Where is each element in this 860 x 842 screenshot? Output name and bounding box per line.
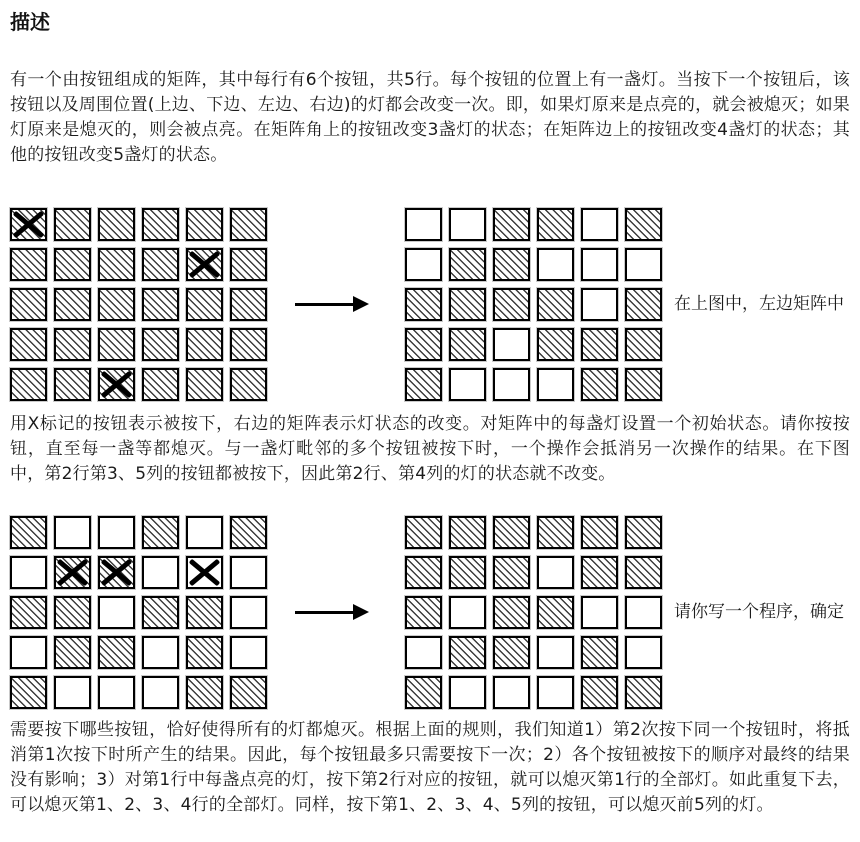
lamp-on-cell xyxy=(493,636,530,669)
figure-2-left-matrix xyxy=(10,516,267,709)
pressed-button-cell xyxy=(54,556,91,589)
figure-1-caption: 在上图中，左边矩阵中 xyxy=(674,293,844,314)
lamp-on-cell xyxy=(98,636,135,669)
lamp-off-cell xyxy=(537,636,574,669)
lamp-on-cell xyxy=(10,516,47,549)
lamp-off-cell xyxy=(449,368,486,401)
lamp-off-cell xyxy=(142,556,179,589)
lamp-on-cell xyxy=(405,596,442,629)
lamp-on-cell xyxy=(493,288,530,321)
lamp-on-cell xyxy=(537,208,574,241)
lamp-on-cell xyxy=(142,328,179,361)
lamp-on-cell xyxy=(581,676,618,709)
lamp-off-cell xyxy=(405,248,442,281)
lamp-off-cell xyxy=(581,596,618,629)
lamp-on-cell xyxy=(54,208,91,241)
lamp-on-cell xyxy=(142,516,179,549)
lamp-on-cell xyxy=(449,516,486,549)
lamp-off-cell xyxy=(449,596,486,629)
lamp-on-cell xyxy=(537,516,574,549)
arrow-head xyxy=(353,604,369,620)
lamp-on-cell xyxy=(230,208,267,241)
lamp-on-cell xyxy=(142,596,179,629)
lamp-on-cell xyxy=(625,328,662,361)
lamp-off-cell xyxy=(98,676,135,709)
lamp-on-cell xyxy=(493,516,530,549)
pressed-x-icon xyxy=(12,210,45,239)
lamp-on-cell xyxy=(537,596,574,629)
figure-1-right-matrix xyxy=(405,208,662,401)
lamp-on-cell xyxy=(449,636,486,669)
lamp-on-cell xyxy=(449,288,486,321)
arrow-right-icon xyxy=(295,604,369,620)
lamp-on-cell xyxy=(54,248,91,281)
lamp-on-cell xyxy=(405,288,442,321)
paragraph-intro: 有一个由按钮组成的矩阵，其中每行有6个按钮，共5行。每个按钮的位置上有一盏灯。当按下一个按钮后，该按钮以及周围位置(上边、下边、左边、右边)的灯都会改变一次。即，如果灯原来是点亮的，就会被熄灭；如果灯原来是熄灭的，则会被点亮。在矩阵角上的按钮改变3盏灯的状态；在矩阵边上的按钮改变4盏灯的状态；其他的按钮改变5盏灯的状态。 xyxy=(10,70,850,165)
lamp-on-cell xyxy=(537,288,574,321)
pressed-x-icon xyxy=(56,558,89,587)
lamp-on-cell xyxy=(230,288,267,321)
lamp-on-cell xyxy=(493,596,530,629)
lamp-off-cell xyxy=(449,676,486,709)
lamp-on-cell xyxy=(98,248,135,281)
arrow-right-icon xyxy=(295,296,369,312)
lamp-off-cell xyxy=(186,516,223,549)
pressed-x-icon xyxy=(100,558,133,587)
paragraph-example: 用X标记的按钮表示被按下，右边的矩阵表示灯状态的改变。对矩阵中的每盏灯设置一个初始状态。请你按按钮，直至每一盏等都熄灭。与一盏灯毗邻的多个按钮被按下时，一个操作会抵消另一次操作的结果。在下图中，第2行第3、5列的按钮都被按下，因此第2行、第4列的灯的状态就不改变。 xyxy=(10,414,850,484)
figure-1 xyxy=(10,207,850,401)
lamp-on-cell xyxy=(186,328,223,361)
pressed-x-icon xyxy=(188,558,221,587)
lamp-on-cell xyxy=(54,368,91,401)
pressed-x-icon xyxy=(188,250,221,279)
paragraph-rules: 需要按下哪些按钮，恰好使得所有的灯都熄灭。根据上面的规则，我们知道1）第2次按下同一个按钮时，将抵消第1次按下时所产生的结果。因此，每个按钮最多只需要按下一次；2）各个按钮被按下的顺序对最终的结果没有影响；3）对第1行中每盏点亮的灯，按下第2行对应的按钮，就可以熄灭第1行的全部灯。如此重复下去，可以熄灭第1、2、3、4行的全部灯。同样，按下第1、2、3、4、5列的按钮，可以熄灭前5列的灯。 xyxy=(10,720,850,815)
lamp-off-cell xyxy=(230,556,267,589)
lamp-on-cell xyxy=(98,328,135,361)
lamp-on-cell xyxy=(186,208,223,241)
lamp-on-cell xyxy=(98,208,135,241)
lamp-on-cell xyxy=(405,556,442,589)
lamp-on-cell xyxy=(625,676,662,709)
lamp-on-cell xyxy=(98,288,135,321)
lamp-on-cell xyxy=(186,368,223,401)
lamp-on-cell xyxy=(142,248,179,281)
arrow-head xyxy=(353,296,369,312)
pressed-button-cell xyxy=(10,208,47,241)
lamp-off-cell xyxy=(537,248,574,281)
lamp-on-cell xyxy=(405,328,442,361)
lamp-on-cell xyxy=(186,596,223,629)
section-heading: 描述 xyxy=(10,10,50,34)
pressed-button-cell xyxy=(98,556,135,589)
lamp-on-cell xyxy=(625,516,662,549)
lamp-off-cell xyxy=(98,516,135,549)
lamp-on-cell xyxy=(10,248,47,281)
pressed-button-cell xyxy=(186,556,223,589)
lamp-off-cell xyxy=(230,596,267,629)
lamp-off-cell xyxy=(581,248,618,281)
lamp-off-cell xyxy=(581,288,618,321)
lamp-on-cell xyxy=(186,288,223,321)
lamp-off-cell xyxy=(493,368,530,401)
pressed-button-cell xyxy=(98,368,135,401)
lamp-on-cell xyxy=(54,288,91,321)
lamp-on-cell xyxy=(581,328,618,361)
figure-2-caption: 请你写一个程序，确定 xyxy=(674,601,844,622)
lamp-on-cell xyxy=(405,516,442,549)
lamp-off-cell xyxy=(142,636,179,669)
lamp-off-cell xyxy=(405,208,442,241)
lamp-on-cell xyxy=(405,676,442,709)
lamp-on-cell xyxy=(493,208,530,241)
arrow-shaft xyxy=(295,303,353,306)
lamp-off-cell xyxy=(493,328,530,361)
lamp-on-cell xyxy=(625,288,662,321)
lamp-on-cell xyxy=(54,636,91,669)
lamp-on-cell xyxy=(10,596,47,629)
lamp-on-cell xyxy=(625,368,662,401)
lamp-off-cell xyxy=(537,676,574,709)
lamp-off-cell xyxy=(10,556,47,589)
lamp-on-cell xyxy=(449,556,486,589)
lamp-on-cell xyxy=(625,208,662,241)
lamp-off-cell xyxy=(230,636,267,669)
lamp-on-cell xyxy=(186,636,223,669)
lamp-off-cell xyxy=(54,516,91,549)
lamp-off-cell xyxy=(537,556,574,589)
lamp-off-cell xyxy=(142,676,179,709)
lamp-on-cell xyxy=(581,636,618,669)
lamp-on-cell xyxy=(230,368,267,401)
lamp-on-cell xyxy=(142,208,179,241)
lamp-off-cell xyxy=(493,676,530,709)
lamp-off-cell xyxy=(625,636,662,669)
lamp-on-cell xyxy=(230,676,267,709)
lamp-on-cell xyxy=(449,328,486,361)
lamp-off-cell xyxy=(625,248,662,281)
lamp-on-cell xyxy=(54,596,91,629)
lamp-on-cell xyxy=(10,368,47,401)
figure-2 xyxy=(10,515,850,709)
lamp-on-cell xyxy=(186,676,223,709)
lamp-on-cell xyxy=(493,556,530,589)
lamp-on-cell xyxy=(54,328,91,361)
lamp-off-cell xyxy=(10,636,47,669)
lamp-on-cell xyxy=(142,288,179,321)
lamp-on-cell xyxy=(230,516,267,549)
lamp-off-cell xyxy=(449,208,486,241)
arrow-shaft xyxy=(295,611,353,614)
lamp-on-cell xyxy=(230,328,267,361)
figure-1-left-matrix xyxy=(10,208,267,401)
lamp-on-cell xyxy=(142,368,179,401)
pressed-x-icon xyxy=(100,370,133,399)
lamp-off-cell xyxy=(54,676,91,709)
lamp-on-cell xyxy=(537,328,574,361)
lamp-on-cell xyxy=(230,248,267,281)
lamp-off-cell xyxy=(98,596,135,629)
lamp-on-cell xyxy=(405,368,442,401)
lamp-on-cell xyxy=(581,368,618,401)
lamp-off-cell xyxy=(625,596,662,629)
lamp-on-cell xyxy=(10,676,47,709)
lamp-off-cell xyxy=(405,636,442,669)
lamp-on-cell xyxy=(449,248,486,281)
lamp-on-cell xyxy=(581,516,618,549)
lamp-off-cell xyxy=(537,368,574,401)
lamp-on-cell xyxy=(581,556,618,589)
lamp-on-cell xyxy=(625,556,662,589)
lamp-on-cell xyxy=(493,248,530,281)
lamp-on-cell xyxy=(10,328,47,361)
figure-2-right-matrix xyxy=(405,516,662,709)
lamp-off-cell xyxy=(581,208,618,241)
lamp-on-cell xyxy=(10,288,47,321)
pressed-button-cell xyxy=(186,248,223,281)
